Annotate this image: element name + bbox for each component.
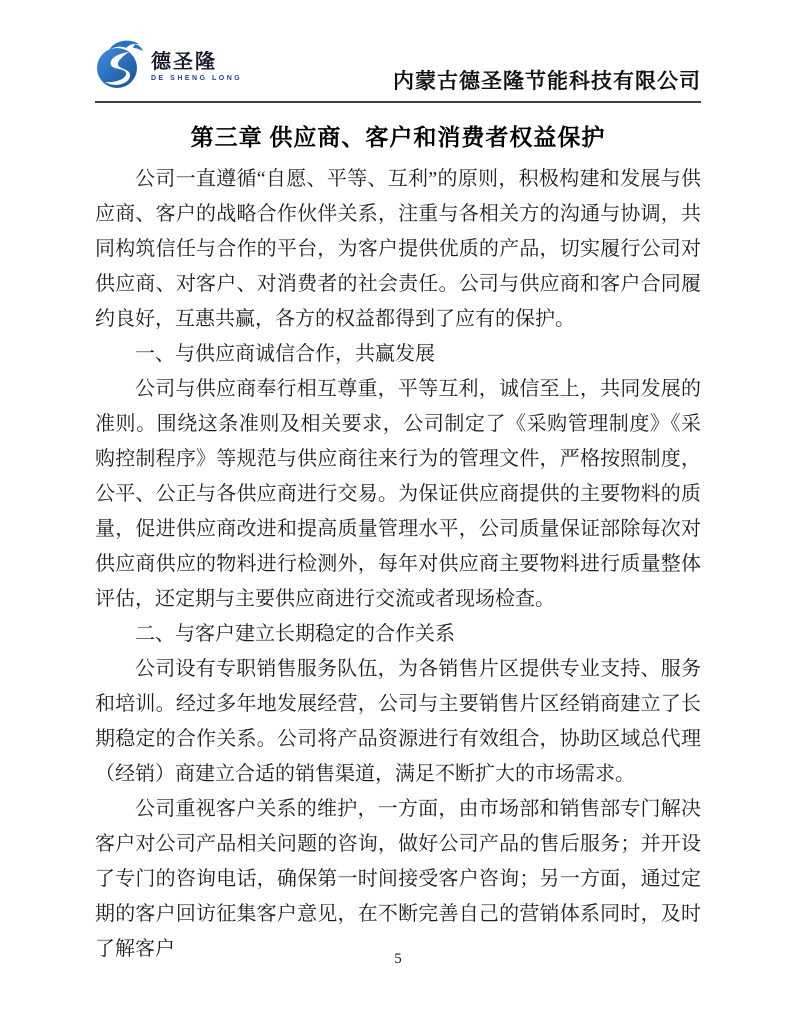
company-logo <box>95 36 242 97</box>
body-paragraph: 公司重视客户关系的维护，一方面，由市场部和销售部专门解决客户对公司产品相关问题的咨询，做好公司产品的售后服务；并开设了专门的咨询电话，确保第一时间接受客户咨询；另一方面，通过定期的客户回访征集客户意见，在不断完善自己的营销体系同时，及时了解客户 <box>95 798 701 960</box>
company-name: 内蒙古德圣隆节能科技有限公司 <box>393 69 701 93</box>
logo-name-cn: 德圣隆 <box>151 50 217 73</box>
page-header <box>95 0 701 103</box>
page-number: 5 <box>394 951 402 967</box>
section-heading: 一、与供应商诚信合作，共赢发展 <box>135 343 435 365</box>
body-paragraph: 公司与供应商奉行相互尊重，平等互利，诚信至上，共同发展的准则。围绕这条准则及相关要求，公司制定了《采购管理制度》《采购控制程序》等规范与供应商往来行为的管理文件，严格按照制度，公平、公正与各供应商进行交易。为保证供应商提供的主要物料的质量，促进供应商改进和提高质量管理水平，公司质量保证部除每次对供应商供应的物料进行检测外，每年对供应商主要物料进行质量整体评估，还定期与主要供应商进行交流或者现场检查。 <box>95 378 701 610</box>
body-paragraph: 公司设有专职销售服务队伍，为各销售片区提供专业支持、服务和培训。经过多年地发展经营，公司与主要销售片区经销商建立了长期稳定的合作关系。公司将产品资源进行有效组合，协助区域总代理（经销）商建立合适的销售渠道，满足不断扩大的市场需求。 <box>95 658 701 785</box>
document-page <box>95 0 701 1024</box>
logo-wordmark <box>151 52 242 82</box>
body-paragraph: 公司一直遵循“自愿、平等、互利”的原则，积极构建和发展与供应商、客户的战略合作伙伴关系，注重与各相关方的沟通与协调，共同构筑信任与合作的平台，为客户提供优质的产品，切实履行公司对供应商、对客户、对消费者的社会责任。公司与供应商和客户合同履约良好，互惠共赢，各方的权益都得到了应有的保护。 <box>95 168 701 330</box>
dragon-logo-icon <box>95 36 147 97</box>
section-heading: 二、与客户建立长期稳定的合作关系 <box>135 623 455 645</box>
chapter-title: 第三章 供应商、客户和消费者权益保护 <box>190 125 606 150</box>
logo-name-en: DE SHENG LONG <box>151 74 243 82</box>
document-body <box>95 162 701 967</box>
